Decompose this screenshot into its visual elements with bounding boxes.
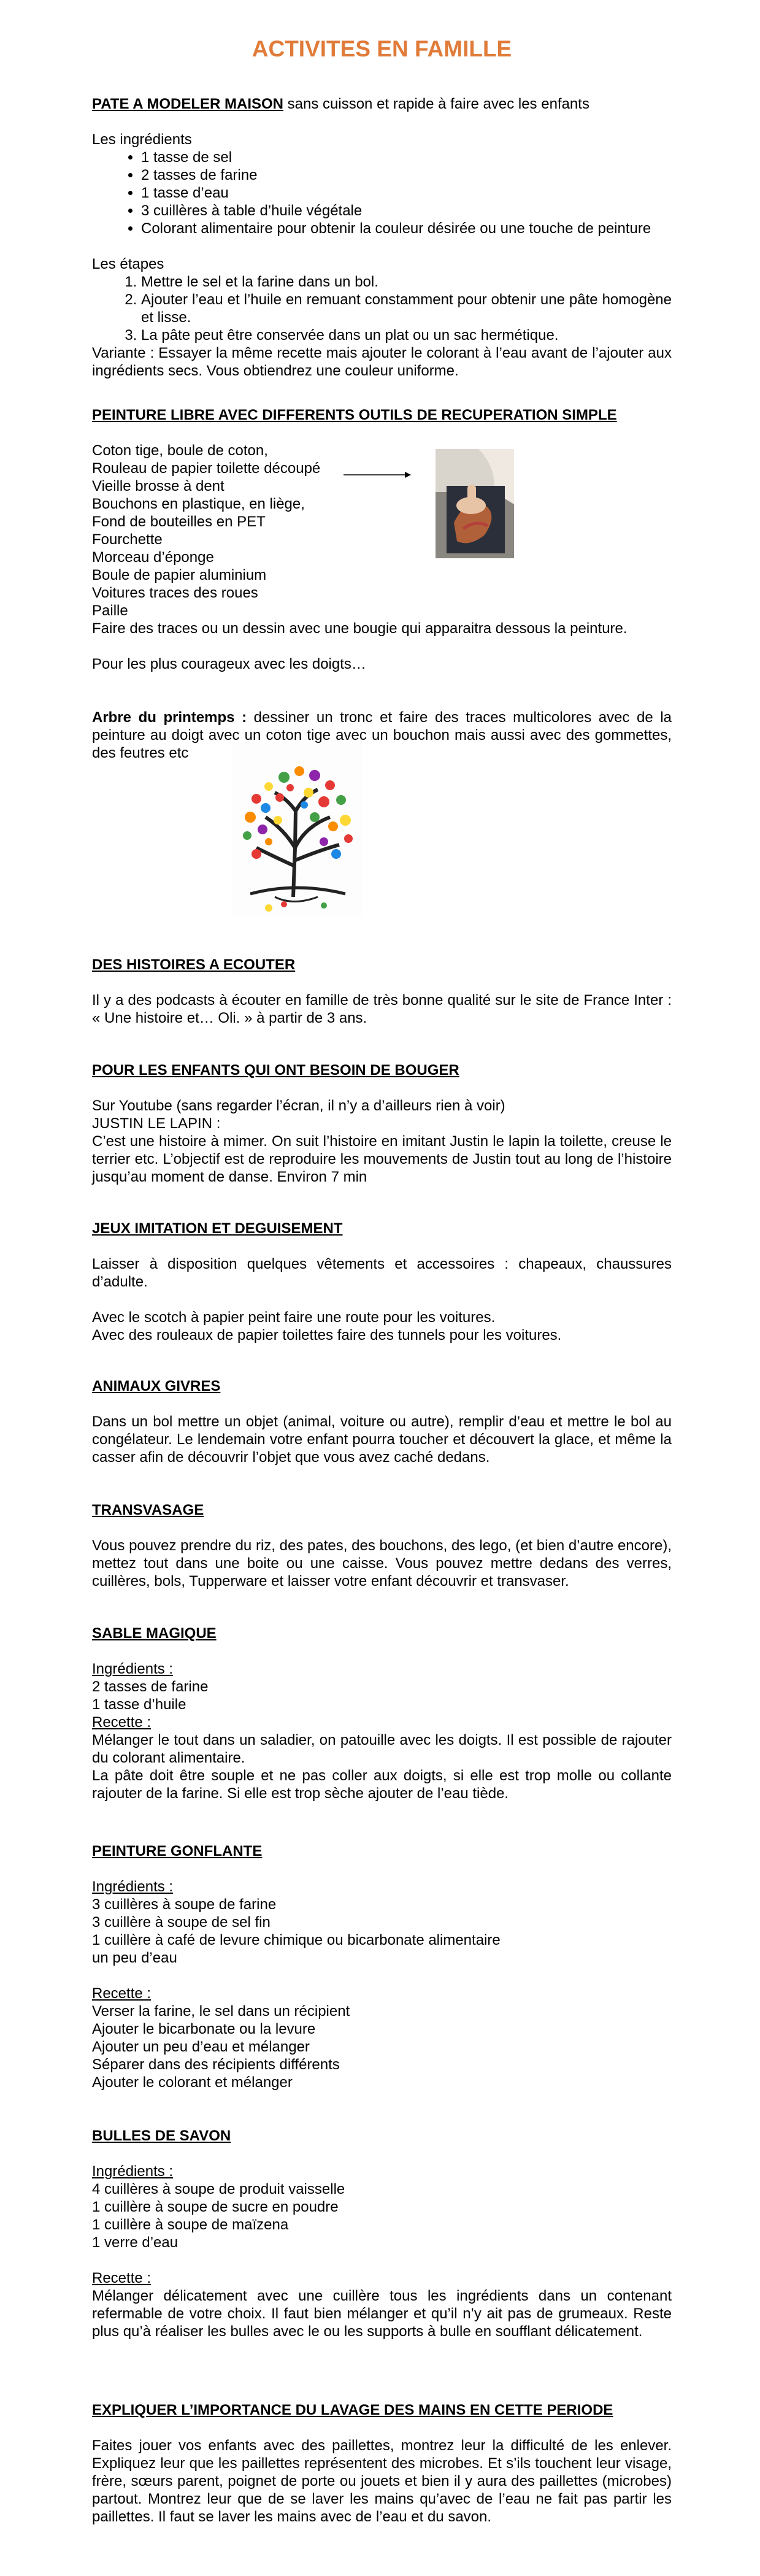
section-heading: EXPLIQUER L’IMPORTANCE DU LAVAGE DES MAINS EN CETTE PERIODE bbox=[92, 2402, 613, 2418]
list-item: Ajouter le bicarbonate ou la levure bbox=[92, 2021, 316, 2037]
section-lavage-des-mains bbox=[92, 2401, 672, 2526]
steps-label: Les étapes bbox=[92, 256, 164, 272]
section-text: C’est une histoire à mimer. On suit l’histoire en imitant Justin le lapin la toilette, creuse le terrier etc. L’objectif est de reproduire les mouvements de Justin tout au long de l’histoire jusqu’au moment de danse. Environ 7 min bbox=[92, 1133, 672, 1185]
multicolor-tree-image bbox=[232, 744, 363, 917]
section-heading: PEINTURE LIBRE AVEC DIFFERENTS OUTILS DE RECUPERATION SIMPLE bbox=[92, 407, 617, 423]
section-peinture-libre bbox=[92, 406, 672, 762]
list-item: 2 tasses de farine bbox=[92, 1678, 209, 1695]
list-item: 1 tasse d’huile bbox=[92, 1696, 186, 1713]
section-text: Mélanger le tout dans un saladier, on patouille avec les doigts. Il est possible de rajouter du colorant alimentaire. bbox=[92, 1732, 672, 1766]
doigts-text: Pour les plus courageux avec les doigts… bbox=[92, 656, 366, 672]
section-text: Mélanger délicatement avec une cuillère tous les ingrédients dans un contenant refermable de votre choix. Il faut bien mélanger et qu’il n’y ait pas de grumeaux. Reste plus qu’à réaliser les bulles avec le ou les supports à bulle en soufflant délicatement. bbox=[92, 2288, 672, 2340]
variante-text: Variante : Essayer la même recette mais ajouter le colorant à l’eau avant de l’ajouter aux ingrédients secs. Vous obtiendrez une couleur uniforme. bbox=[92, 345, 672, 379]
section-heading: JEUX IMITATION ET DEGUISEMENT bbox=[92, 1220, 343, 1237]
section-text: Dans un bol mettre un objet (animal, voiture ou autre), remplir d’eau et mettre le bol au congélateur. Le lendemain votre enfant pourra toucher et découvert la glace, et même la casser afin de découvrir l’objet que vous avez caché dedans. bbox=[92, 1413, 672, 1466]
section-bouger bbox=[92, 1061, 672, 1186]
list-item: Voitures traces des roues bbox=[92, 585, 258, 601]
painting-hand-photo bbox=[436, 449, 514, 558]
section-histoires bbox=[92, 956, 672, 1027]
section-imitation bbox=[92, 1220, 672, 1344]
list-item: un peu d’eau bbox=[92, 1950, 177, 1966]
page-title: ACTIVITES EN FAMILLE bbox=[251, 36, 512, 61]
section-heading-line bbox=[92, 95, 672, 113]
list-item: • 3 cuillères à table d’huile végétale bbox=[141, 202, 672, 220]
section-heading: BULLES DE SAVON bbox=[92, 2128, 231, 2144]
section-animaux-givres bbox=[92, 1377, 672, 1466]
section-text: Il y a des podcasts à écouter en famille de très bonne qualité sur le site de France Inter : « Une histoire et… Oli. » à partir de 3 ans. bbox=[92, 992, 672, 1026]
section-heading: PEINTURE GONFLANTE bbox=[92, 1843, 263, 1859]
list-item: 1. Mettre le sel et la farine dans un bol. bbox=[141, 273, 672, 291]
list-item: • 1 tasse d’eau bbox=[141, 184, 672, 202]
section-text: Vous pouvez prendre du riz, des pates, des bouchons, des lego, (et bien d’autre encore), mettez tout dans une boite ou une caisse. Vous pouvez mettre dedans des verres, cuillères, bols, Tupperware et laisser votre enfant découvrir et transvaser. bbox=[92, 1537, 672, 1590]
section-heading: POUR LES ENFANTS QUI ONT BESOIN DE BOUGER bbox=[92, 1062, 459, 1078]
list-item: Ajouter le colorant et mélanger bbox=[92, 2074, 293, 2091]
list-item: Coton tige, boule de coton, bbox=[92, 442, 268, 459]
list-item: 3 cuillère à soupe de sel fin bbox=[92, 1914, 271, 1931]
list-item: • 1 tasse de sel bbox=[141, 148, 672, 166]
ingredients-list bbox=[92, 148, 672, 237]
list-item: 1 verre d’eau bbox=[92, 2234, 178, 2251]
section-heading: ANIMAUX GIVRES bbox=[92, 1378, 221, 1394]
section-text: Avec des rouleaux de papier toilettes faire des tunnels pour les voitures. bbox=[92, 1327, 562, 1344]
list-item: 3 cuillères à soupe de farine bbox=[92, 1896, 277, 1913]
section-bulles-de-savon bbox=[92, 2127, 672, 2340]
list-item: Verser la farine, le sel dans un récipient bbox=[92, 2003, 350, 2020]
section-heading: TRANSVASAGE bbox=[92, 1502, 204, 1518]
list-item: • Colorant alimentaire pour obtenir la couleur désirée ou une touche de peinture bbox=[141, 220, 672, 237]
list-item: Fourchette bbox=[92, 531, 163, 548]
list-item: Bouchons en plastique, en liège, bbox=[92, 496, 305, 512]
ingredients-label: Ingrédients : bbox=[92, 1878, 174, 1895]
list-item: 1 cuillère à soupe de maïzena bbox=[92, 2217, 289, 2233]
recette-label: Recette : bbox=[92, 1985, 152, 2002]
section-text: Avec le scotch à papier peint faire une route pour les voitures. bbox=[92, 1309, 496, 1326]
list-item: 1 cuillère à café de levure chimique ou bicarbonate alimentaire bbox=[92, 1932, 501, 1948]
list-item: 1 cuillère à soupe de sucre en poudre bbox=[92, 2199, 339, 2215]
ingredients-label: Ingrédients : bbox=[92, 1661, 174, 1677]
section-heading: PATE A MODELER MAISON bbox=[92, 96, 283, 112]
list-item: Paille bbox=[92, 602, 128, 619]
tools-list bbox=[92, 442, 672, 620]
ingredients-label: Les ingrédients bbox=[92, 131, 192, 148]
arbre-bold: Arbre du printemps : bbox=[92, 709, 247, 726]
arrow-right-icon bbox=[344, 471, 411, 479]
list-item: Morceau d’éponge bbox=[92, 549, 214, 566]
heading-rest: sans cuisson et rapide à faire avec les enfants bbox=[283, 96, 589, 112]
list-item: Boule de papier aluminium bbox=[92, 567, 267, 583]
section-transvasage bbox=[92, 1501, 672, 1590]
arbre-rest: dessiner un tronc et faire des traces multicolores avec de la peinture au doigt avec un coton tige avec un bouchon mais aussi avec des gommettes, des feutres etc bbox=[92, 709, 672, 761]
section-text: Sur Youtube (sans regarder l’écran, il n’y a d’ailleurs rien à voir) bbox=[92, 1098, 505, 1114]
section-pate-a-modeler bbox=[92, 95, 672, 380]
section-sable-magique bbox=[92, 1624, 672, 1802]
section-text: JUSTIN LE LAPIN : bbox=[92, 1115, 221, 1132]
section-text: Laisser à disposition quelques vêtements et accessoires : chapeaux, chaussures d’adulte. bbox=[92, 1256, 672, 1290]
ingredients-label: Ingrédients : bbox=[92, 2163, 174, 2180]
list-item: Ajouter un peu d’eau et mélanger bbox=[92, 2039, 310, 2055]
list-item: Séparer dans des récipients différents bbox=[92, 2056, 340, 2073]
list-item: • 2 tasses de farine bbox=[141, 166, 672, 184]
list-item: Rouleau de papier toilette découpé bbox=[92, 460, 321, 477]
section-text: Faites jouer vos enfants avec des paillettes, montrez leur la difficulté de les enlever. Expliquez leur que les paillettes représentent des microbes. Et s’ils touchent leur visage, frère, sœurs parent, poignet de porte ou jouets et bien il y aura des paillettes (microbes) partout. Montrez leur que de se laver les mains qu’avec de l’eau ne fait pas partir les paillettes. Il faut se laver les mains avec de l’eau et du savon. bbox=[92, 2437, 672, 2525]
list-item: Fond de bouteilles en PET bbox=[92, 513, 266, 530]
recette-label: Recette : bbox=[92, 2270, 152, 2286]
list-item: 4 cuillères à soupe de produit vaisselle bbox=[92, 2181, 345, 2197]
steps-list bbox=[92, 273, 672, 344]
section-heading: DES HISTOIRES A ECOUTER bbox=[92, 956, 296, 973]
recette-label: Recette : bbox=[92, 1714, 152, 1731]
list-item: Vieille brosse à dent bbox=[92, 478, 225, 494]
list-item: 2. Ajouter l’eau et l’huile en remuant constamment pour obtenir une pâte homogène et lisse. bbox=[141, 291, 672, 326]
section-text: La pâte doit être souple et ne pas coller aux doigts, si elle est trop molle ou collante rajouter de la farine. Si elle est trop sèche ajouter de l’eau tiède. bbox=[92, 1767, 672, 1802]
section-heading: SABLE MAGIQUE bbox=[92, 1625, 217, 1642]
arbre-text bbox=[92, 709, 672, 762]
list-item: 3. La pâte peut être conservée dans un plat ou un sac hermétique. bbox=[141, 326, 672, 344]
bougie-text: Faire des traces ou un dessin avec une bougie qui apparaitra dessous la peinture. bbox=[92, 620, 628, 637]
section-peinture-gonflante bbox=[92, 1842, 672, 2091]
